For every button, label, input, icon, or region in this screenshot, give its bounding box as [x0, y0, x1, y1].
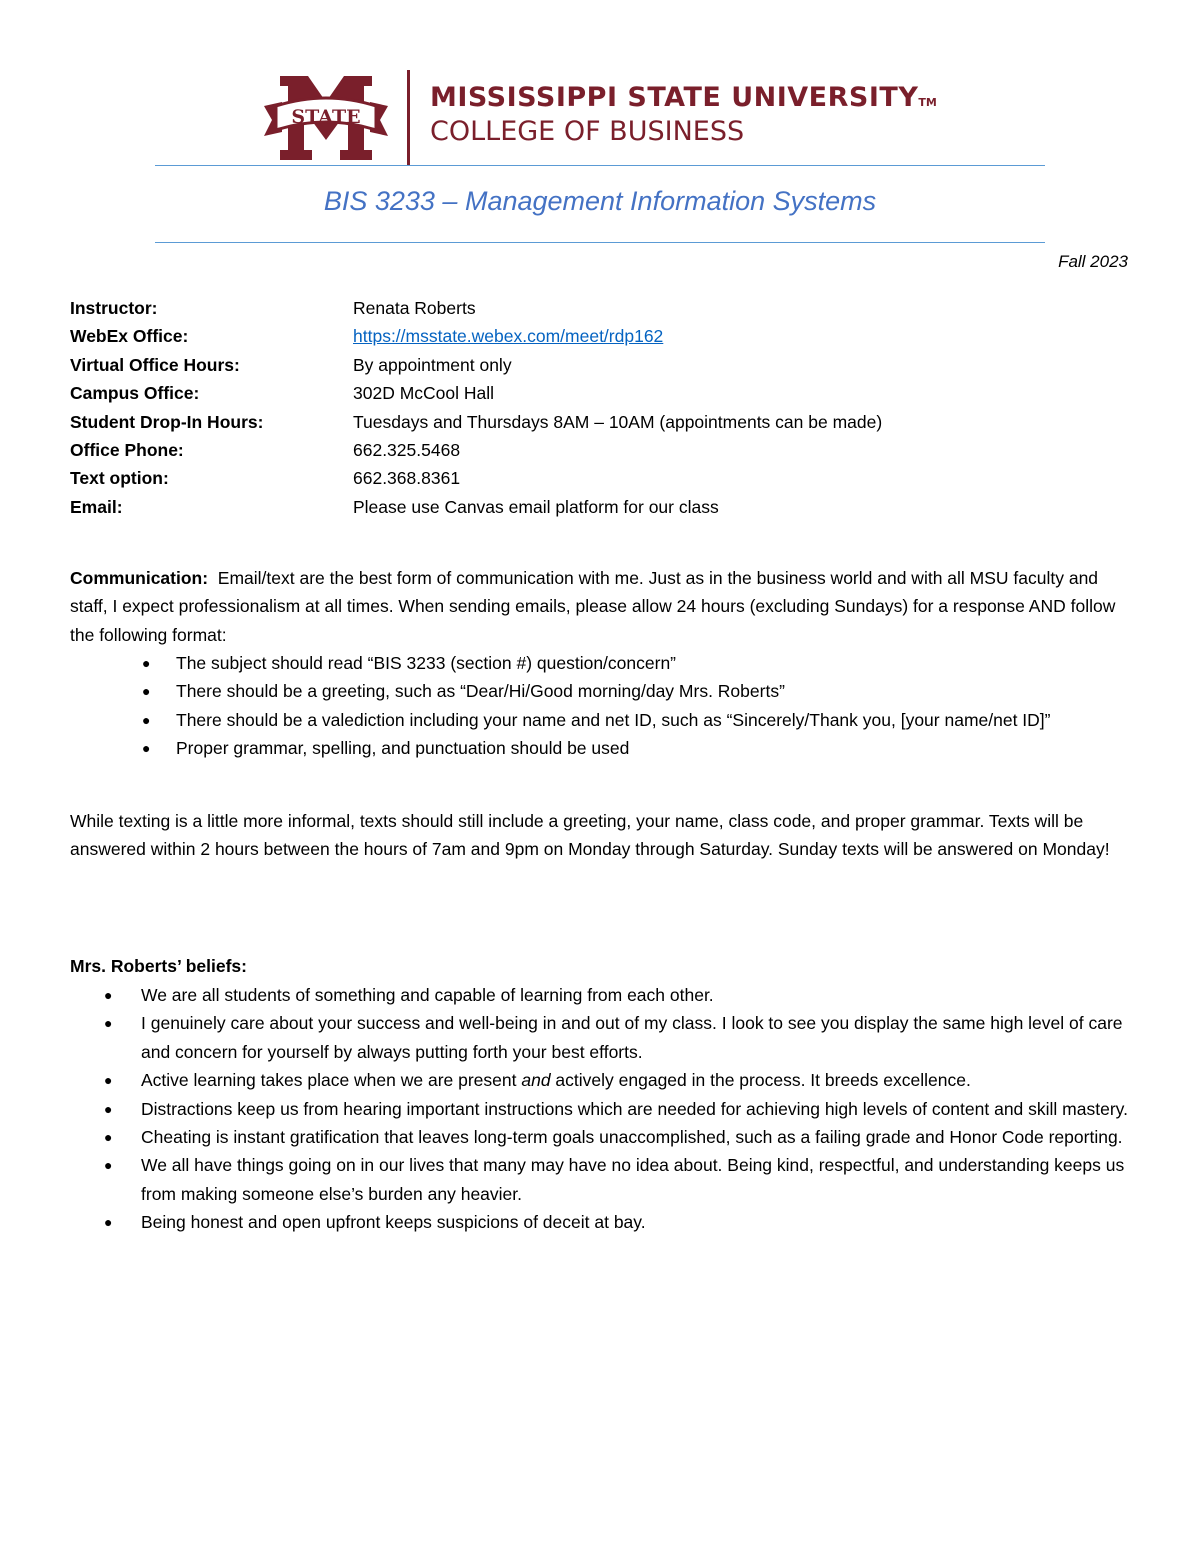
bullet-icon: ●: [104, 987, 113, 1003]
communication-heading: Communication:: [70, 568, 209, 588]
college-name: COLLEGE OF BUSINESS: [430, 116, 745, 147]
list-item-text: There should be a valediction including your name and net ID, such as “Sincerely/Thank you, [your name/net ID]”: [176, 709, 1051, 730]
info-label: WebEx Office:: [70, 326, 189, 347]
list-item: [70, 1151, 1135, 1208]
list-item: [70, 1066, 1135, 1094]
list-item-text: Being honest and open upfront keeps suspicions of deceit at bay.: [141, 1212, 646, 1233]
beliefs-heading: Mrs. Roberts’ beliefs:: [70, 956, 247, 976]
list-item: [70, 1009, 1135, 1066]
bullet-icon: ●: [104, 1129, 113, 1146]
info-value: Tuesdays and Thursdays 8AM – 10AM (appointments can be made): [353, 411, 883, 432]
info-value: 662.325.5468: [353, 439, 461, 460]
university-name: [430, 82, 937, 113]
university-name-text: MISSISSIPPI STATE UNIVERSITY: [430, 82, 919, 113]
term-label: Fall 2023: [1058, 252, 1128, 271]
list-item: [70, 1095, 1135, 1123]
info-value: Please use Canvas email platform for our class: [353, 496, 719, 517]
communication-body: Email/text are the best form of communication with me. Just as in the business world and with all MSU faculty and staff, I expect professionalism at all times. When sending emails, please allow 24 hours (excluding Sundays) for a response AND follow the following format:: [70, 568, 1116, 645]
list-item-text: Cheating is instant gratification that leaves long-term goals unaccomplished, such as a failing grade and Honor Code reporting.: [141, 1127, 1123, 1148]
list-item-text: We all have things going on in our lives that many may have no idea about. Being kind, respectful, and understanding keeps us from making someone else’s burden any heavier.: [141, 1155, 1125, 1204]
bullet-icon: ●: [142, 740, 151, 757]
list-item-text: Distractions keep us from hearing important instructions which are needed for achieving high levels of content and skill mastery.: [141, 1098, 1128, 1119]
list-item: [70, 981, 1135, 1009]
list-item: [70, 1208, 1135, 1236]
beliefs-list: [70, 981, 1135, 1237]
bullet-icon: ●: [104, 1100, 113, 1117]
info-label: Campus Office:: [70, 383, 200, 404]
bullet-icon: ●: [142, 655, 151, 671]
list-item-text: I genuinely care about your success and well-being in and out of my class. I look to see you display the same high level of care and concern for yourself by always putting forth your best efforts.: [141, 1013, 1123, 1062]
list-item-text: actively engaged in the process. It breeds excellence.: [550, 1070, 971, 1091]
bullet-icon: ●: [104, 1214, 113, 1231]
trademark-symbol: TM: [918, 96, 937, 109]
list-item: [70, 734, 1135, 762]
info-label: Text option:: [70, 468, 169, 489]
logo-divider: [407, 70, 410, 166]
bullet-icon: ●: [142, 711, 151, 728]
course-title: BIS 3233 – Management Information Systems: [323, 186, 877, 216]
bullet-icon: ●: [104, 1072, 113, 1089]
texting-paragraph: While texting is a little more informal, texts should still include a greeting, your name, class code, and proper grammar. Texts will be answered within 2 hours between the hours of 7am and 9pm on Monday through Saturday. Sunday texts will be answered on Monday!: [70, 811, 1110, 860]
list-item-text: Proper grammar, spelling, and punctuation should be used: [176, 738, 630, 759]
info-value: 662.368.8361: [353, 468, 461, 489]
emphasis-text: and: [521, 1070, 551, 1091]
list-item: [70, 649, 1135, 677]
info-value: By appointment only: [353, 354, 512, 375]
communication-paragraph: [70, 564, 1135, 649]
list-item-text: There should be a greeting, such as “Dear/Hi/Good morning/day Mrs. Roberts”: [176, 681, 785, 702]
info-label: Instructor:: [70, 298, 158, 318]
info-label: Student Drop-In Hours:: [70, 411, 264, 432]
bullet-icon: ●: [142, 683, 151, 700]
info-label: Office Phone:: [70, 439, 184, 460]
bullet-icon: ●: [104, 1015, 113, 1032]
header-rule-bottom: [155, 242, 1045, 243]
webex-link[interactable]: https://msstate.webex.com/meet/rdp162: [353, 326, 664, 347]
info-value: 302D McCool Hall: [353, 383, 495, 404]
list-item-text: We are all students of something and capable of learning from each other.: [141, 985, 714, 1005]
list-item-text: Active learning takes place when we are present: [141, 1070, 522, 1091]
bullet-icon: ●: [104, 1157, 113, 1174]
header-rule-top: [155, 165, 1045, 166]
university-logo: [262, 68, 962, 168]
info-label: Email:: [70, 496, 123, 517]
info-label: Virtual Office Hours:: [70, 354, 240, 375]
logo-state-text: STATE: [291, 106, 361, 128]
list-item: [70, 1123, 1135, 1151]
list-item-text: The subject should read “BIS 3233 (section #) question/concern”: [176, 653, 677, 673]
list-item: [70, 706, 1135, 734]
msu-m-logo-icon: [262, 76, 390, 160]
list-item: [70, 677, 1135, 705]
email-format-list: [70, 649, 1135, 763]
info-value: Renata Roberts: [353, 298, 476, 318]
